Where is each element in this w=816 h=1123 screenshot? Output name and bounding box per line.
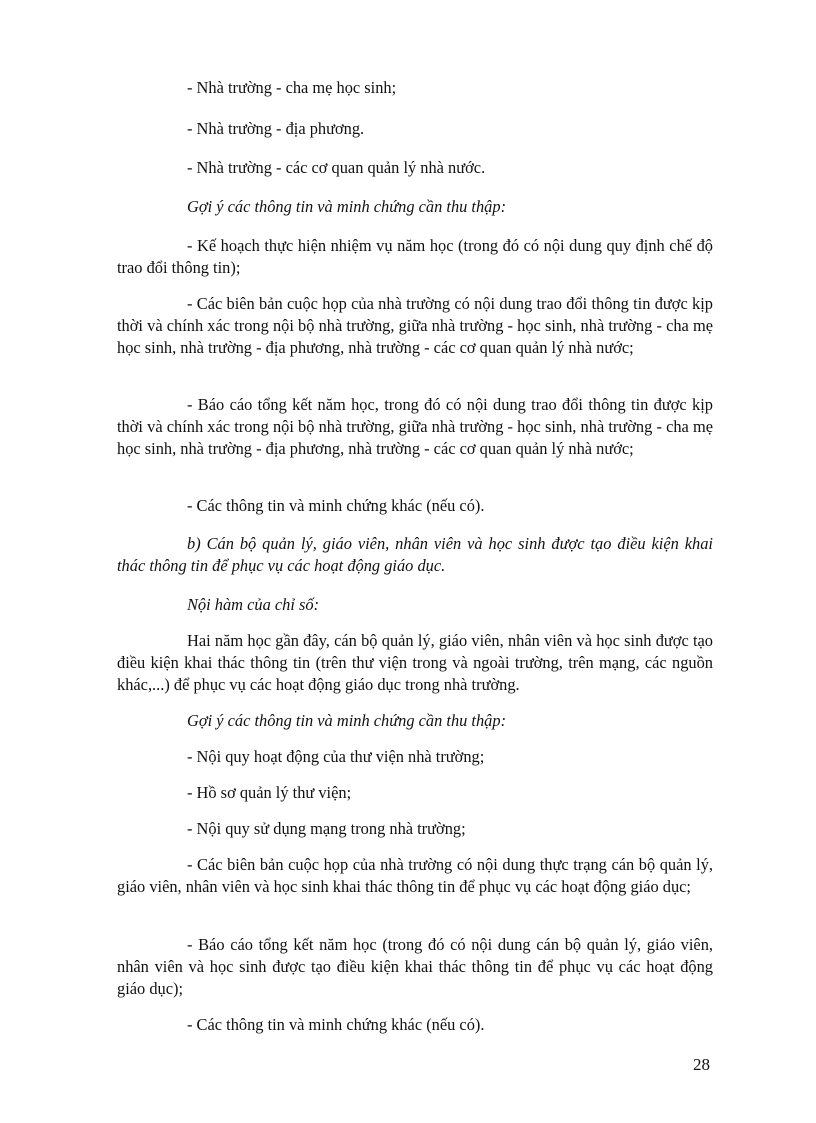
list-item: - Kế hoạch thực hiện nhiệm vụ năm học (trong đó có nội dung quy định chế độ trao đổi thông tin); [117,236,713,277]
criterion-heading: b) Cán bộ quản lý, giáo viên, nhân viên và học sinh được tạo điều kiện khai thác thông tin để phục vụ các hoạt động giáo dục. [117,534,713,575]
section-heading: Gợi ý các thông tin và minh chứng cần thu thập: [187,711,507,730]
list-item: - Các thông tin và minh chứng khác (nếu có). [187,1015,485,1034]
list-item: - Hồ sơ quản lý thư viện; [187,783,352,802]
list-item: - Nhà trường - cha mẹ học sinh; [187,78,397,97]
list-item: - Nội quy sử dụng mạng trong nhà trường; [187,819,466,838]
list-item: - Báo cáo tổng kết năm học, trong đó có nội dung trao đổi thông tin được kịp thời và chính xác trong nội bộ nhà trường, giữa nhà trường - học sinh, nhà trường - cha mẹ học sinh, nhà trường - địa phương, nhà trường - các cơ quan quản lý nhà nước; [117,395,713,458]
list-item: - Các biên bản cuộc họp của nhà trường có nội dung thực trạng cán bộ quản lý, giáo viên, nhân viên và học sinh khai thác thông tin để phục vụ các hoạt động giáo dục; [117,855,713,896]
list-item: - Nhà trường - các cơ quan quản lý nhà nước. [187,158,486,177]
list-item: - Nội quy hoạt động của thư viện nhà trường; [187,747,485,766]
page-number: 28 [693,1055,710,1074]
body-paragraph: Hai năm học gần đây, cán bộ quản lý, giáo viên, nhân viên và học sinh được tạo điều kiện khai thác thông tin (trên thư viện trong và ngoài trường, trên mạng, các nguồn khác,...) để phục vụ các hoạt động giáo dục trong nhà trường. [117,631,713,694]
section-heading: Nội hàm của chỉ số: [187,595,320,614]
section-heading: Gợi ý các thông tin và minh chứng cần thu thập: [187,197,507,216]
list-item: - Báo cáo tổng kết năm học (trong đó có nội dung cán bộ quản lý, giáo viên, nhân viên và học sinh được tạo điều kiện khai thác thông tin để phục vụ các hoạt động giáo dục); [117,935,713,998]
list-item: - Các biên bản cuộc họp của nhà trường có nội dung trao đổi thông tin được kịp thời và chính xác trong nội bộ nhà trường, giữa nhà trường - học sinh, nhà trường - cha mẹ học sinh, nhà trường - địa phương, nhà trường - các cơ quan quản lý nhà nước; [117,294,713,357]
list-item: - Nhà trường - địa phương. [187,119,365,138]
list-item: - Các thông tin và minh chứng khác (nếu có). [187,496,485,515]
